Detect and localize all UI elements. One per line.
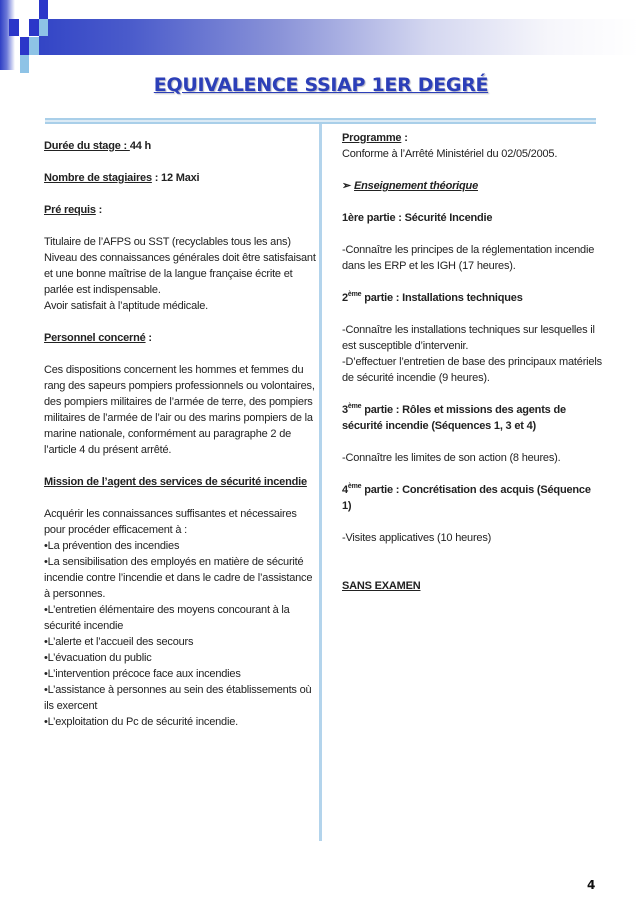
list-item: •La sensibilisation des employés en matière de sécurité incendie contre l’incendie et dans le cadre de l’assistance à personnes. [44,556,313,600]
header-square [39,19,48,36]
header-square [20,37,29,55]
part-heading: 3ème partie : Rôles et missions des agents de sécurité incendie (Séquences 1, 3 et 4) [342,403,566,432]
personnel-suffix: : [145,332,152,344]
programme-suffix: : [401,132,408,144]
duree-line [44,138,316,154]
part-text: -Visites applicatives (10 heures) [342,532,492,544]
arrow-icon: ➢ [342,180,352,192]
part-text: -D’effectuer l’entretien de base des principaux matériels de sécurité incendie (9 heures). [342,356,602,384]
list-item: •L’exploitation du Pc de sécurité incendie. [44,716,238,728]
part-heading: 1ère partie : Sécurité Incendie [342,212,493,224]
mission-bullet-list [44,538,316,730]
mission-intro: Acquérir les connaissances suffisantes et nécessaires pour procéder efficacement à : [44,508,297,536]
list-item: •L’alerte et l’accueil des secours [44,636,194,648]
part-text: -Connaître les principes de la réglementation incendie dans les ERP et les IGH (17 heures). [342,244,595,272]
page-title: EQUIVALENCE SSIAP 1ER DEGRÉ [153,74,489,96]
list-item: •L’entretien élémentaire des moyens concourant à la sécurité incendie [44,604,290,632]
nombre-label: Nombre de stagiaires [44,172,152,184]
personnel-label: Personnel concerné [44,332,146,344]
header-square [39,0,48,19]
prerequis-line: Titulaire de l’AFPS ou SST (recyclables tous les ans) [44,236,291,248]
list-item: •L’assistance à personnes au sein des établissements où ils exercent [44,684,312,712]
duree-label: Durée du stage : [44,140,130,152]
header-square [9,19,19,36]
page-number: 4 [587,878,596,892]
programme-text: Conforme à l’Arrêté Ministériel du 02/05/2005. [342,148,558,160]
programme-label: Programme [342,132,402,144]
list-item: •L’évacuation du public [44,652,152,664]
nombre-line [44,170,316,186]
column-divider [319,124,322,841]
header-square [29,19,39,36]
right-column [342,130,602,594]
list-item: •L’intervention précoce face aux incendies [44,668,241,680]
mission-heading: Mission de l’agent des services de sécurité incendie [44,476,307,488]
part-heading: 4ème partie : Concrétisation des acquis (Séquence 1) [342,483,591,512]
programme-heading [342,130,602,146]
header-square [20,55,29,73]
list-item: •La prévention des incendies [44,540,180,552]
prerequis-line: Niveau des connaissances générales doit être satisfaisant et une bonne maîtrise de la langue française écrite et parlée est indispensable. [44,252,316,296]
prerequis-suffix: : [95,204,103,216]
header-square [29,37,39,55]
part-text: -Connaître les installations techniques sur lesquelles il est susceptible d’intervenir. [342,324,595,352]
personnel-heading [44,330,316,346]
enseignement-heading [342,178,602,194]
part-text: -Connaître les limites de son action (8 heures). [342,452,561,464]
prerequis-heading [44,202,316,218]
header-banner [39,19,639,55]
enseignement-label: Enseignement théorique [354,180,478,192]
prerequis-label: Pré requis [44,204,96,216]
nombre-value: : 12 Maxi [151,172,200,184]
personnel-text: Ces dispositions concernent les hommes et femmes du rang des sapeurs pompiers professionnels ou volontaires, des pompiers militaires de l’armée de terre, des pompiers militaires de l’armée de l’air ou des marins pompiers de la marine nationale, conformément au paragraphe 2 de l’article 4 du présent arrêté. [44,364,315,456]
sans-examen: SANS EXAMEN [342,580,421,592]
prerequis-line: Avoir satisfait à l’aptitude médicale. [44,300,209,312]
part-heading: 2ème partie : Installations techniques [342,291,523,304]
left-column [44,138,316,730]
duree-value: 44 h [129,140,152,152]
